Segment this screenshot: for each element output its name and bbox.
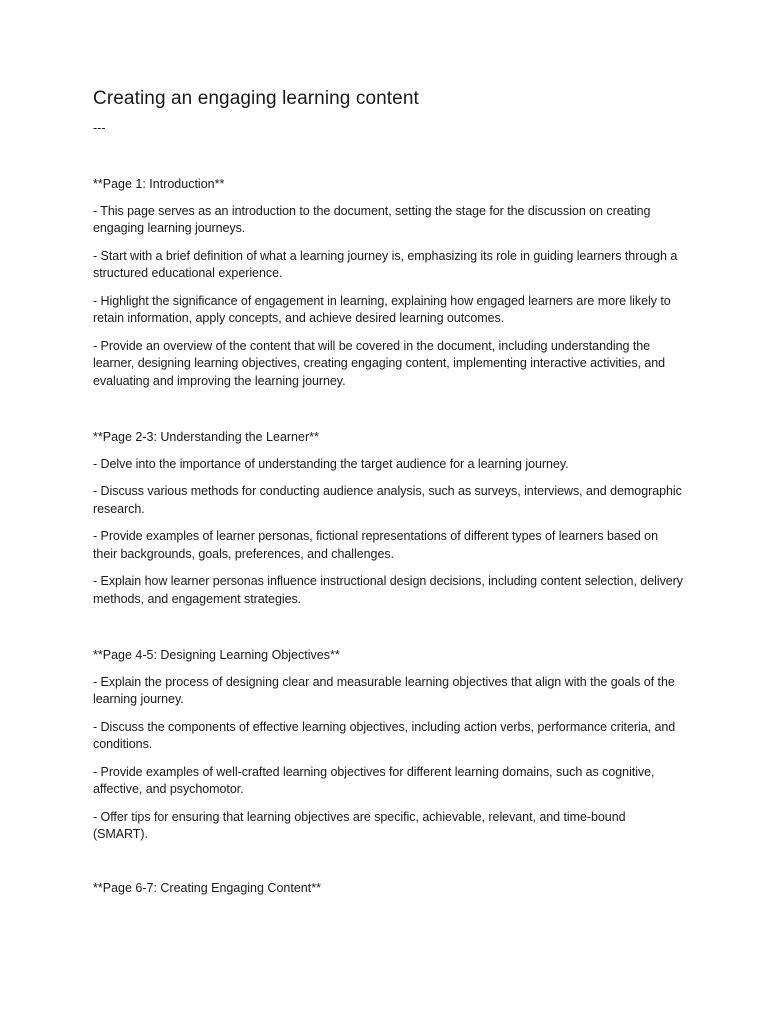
- section-paragraph: - Discuss various methods for conducting audience analysis, such as surveys, interviews, and demographic research.: [93, 484, 682, 516]
- section-paragraph: - Explain how learner personas influence instructional design decisions, including content selection, delivery methods, and engagement strategies.: [93, 574, 683, 606]
- section-paragraph: - This page serves as an introduction to the document, setting the stage for the discussion on creating engaging learning journeys.: [93, 203, 651, 235]
- section-creating-content: [93, 880, 683, 907]
- section-paragraph: - Discuss the components of effective learning objectives, including action verbs, performance criteria, and conditions.: [93, 719, 676, 751]
- section-paragraph: - Provide an overview of the content that will be covered in the document, including understanding the learner, designing learning objectives, creating engaging content, implementing interactive activities, and evaluating and improving the learning journey.: [93, 338, 666, 388]
- section-heading: **Page 2-3: Understanding the Learner**: [93, 430, 319, 444]
- section-heading: **Page 6-7: Creating Engaging Content**: [93, 881, 321, 895]
- section-paragraph: - Start with a brief definition of what a learning journey is, emphasizing its role in guiding learners through a structured educational experience.: [93, 248, 678, 280]
- section-designing-objectives: [93, 647, 683, 854]
- section-introduction: [93, 176, 683, 400]
- section-paragraph: - Delve into the importance of understanding the target audience for a learning journey.: [93, 456, 569, 471]
- section-paragraph: - Provide examples of learner personas, fictional representations of different types of learners based on their backgrounds, goals, preferences, and challenges.: [93, 529, 658, 561]
- section-heading: **Page 1: Introduction**: [93, 177, 225, 191]
- separator-line: ---: [93, 121, 106, 135]
- document-title: Creating an engaging learning content: [93, 88, 419, 109]
- section-heading: **Page 4-5: Designing Learning Objectives**: [93, 648, 340, 662]
- section-paragraph: - Highlight the significance of engagement in learning, explaining how engaged learners are more likely to retain information, apply concepts, and achieve desired learning outcomes.: [93, 293, 671, 325]
- section-paragraph: - Provide examples of well-crafted learning objectives for different learning domains, such as cognitive, affective, and psychomotor.: [93, 764, 655, 796]
- section-paragraph: - Explain the process of designing clear and measurable learning objectives that align with the goals of the learning journey.: [93, 674, 675, 706]
- section-understanding-learner: [93, 429, 683, 618]
- section-paragraph: - Offer tips for ensuring that learning objectives are specific, achievable, relevant, and time-bound (SMART).: [93, 809, 626, 841]
